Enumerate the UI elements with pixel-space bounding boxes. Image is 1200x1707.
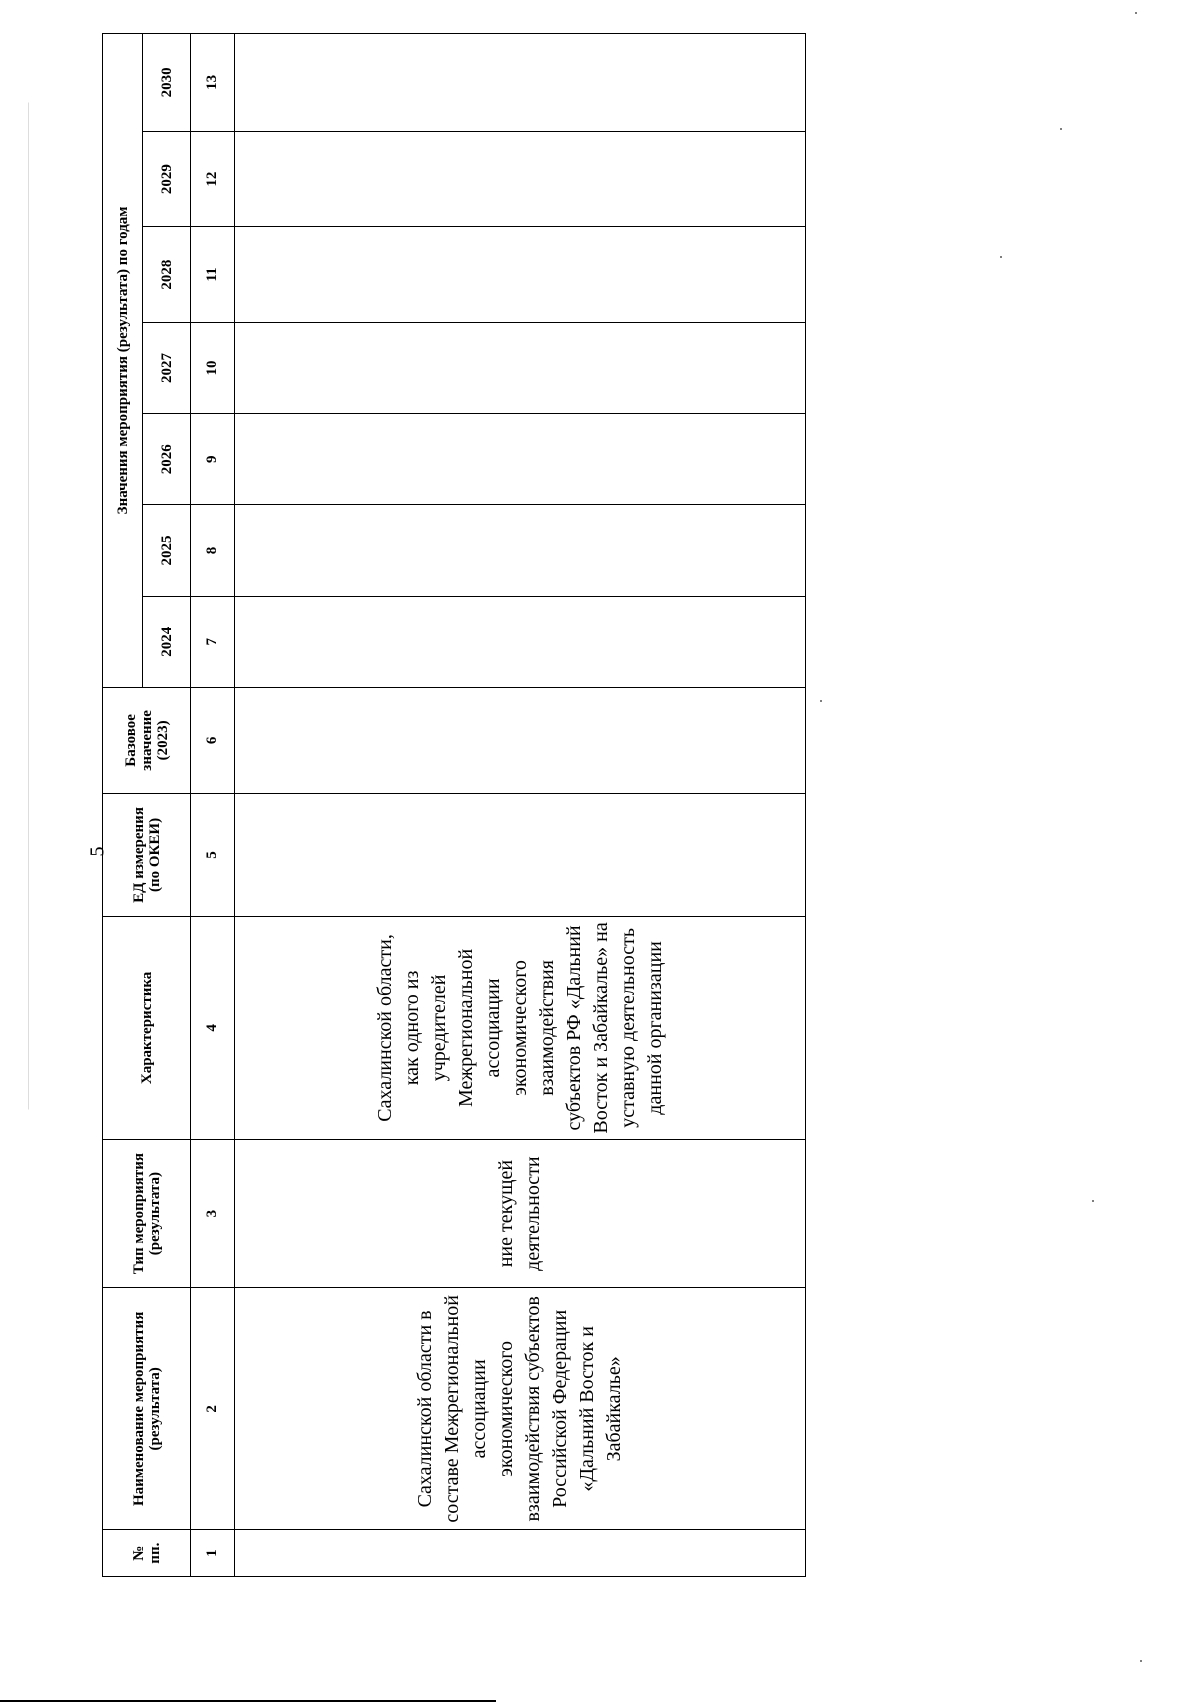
header-year: 2029 (143, 131, 191, 227)
cell-characteristic: Сахалинской области, как одного из учредителей Межрегиональной ассоциации экономического взаимодействия субъектов РФ «Дальний Восток и Забайкалье» на уставную деятельность данной организации (235, 917, 806, 1140)
scan-edge-shadow (28, 0, 29, 1707)
column-number: 13 (191, 34, 235, 132)
header-base-value: Базовое значение (2023) (103, 687, 191, 793)
header-type: Тип мероприятия (результата) (103, 1139, 191, 1288)
column-number: 11 (191, 227, 235, 323)
column-number: 3 (191, 1139, 235, 1288)
scan-speck (1060, 128, 1062, 130)
header-num: № пп. (103, 1530, 191, 1577)
cell-year-value (235, 505, 806, 596)
cell-base-value (235, 687, 806, 793)
column-number: 5 (191, 793, 235, 916)
cell-num (235, 1530, 806, 1577)
table-row (235, 34, 806, 1577)
scan-speck (820, 700, 822, 702)
scan-speck (1135, 12, 1137, 14)
cell-type: ние текущей деятельности (235, 1139, 806, 1288)
column-number: 9 (191, 414, 235, 505)
header-year: 2028 (143, 227, 191, 323)
header-name: Наименование мероприятия (результата) (103, 1288, 191, 1530)
cell-year-value (235, 414, 806, 505)
column-number: 2 (191, 1288, 235, 1530)
cell-year-value (235, 227, 806, 323)
column-number: 6 (191, 687, 235, 793)
column-number: 7 (191, 596, 235, 687)
column-number: 8 (191, 505, 235, 596)
cell-year-value (235, 596, 806, 687)
header-row-top (103, 34, 143, 1577)
header-year: 2026 (143, 414, 191, 505)
header-values-by-year: Значения мероприятия (результата) по годам (103, 34, 143, 688)
header-year: 2025 (143, 505, 191, 596)
scan-speck (1000, 256, 1002, 258)
header-characteristic: Характеристика (103, 917, 191, 1140)
rotated-table-container (102, 33, 806, 1577)
header-year: 2030 (143, 34, 191, 132)
column-number: 10 (191, 322, 235, 413)
cell-year-value (235, 131, 806, 227)
column-number: 4 (191, 917, 235, 1140)
scan-speck (1140, 1660, 1142, 1662)
header-year: 2024 (143, 596, 191, 687)
results-table (102, 33, 806, 1577)
column-number: 12 (191, 131, 235, 227)
page-number: 5 (86, 846, 109, 857)
column-number: 1 (191, 1530, 235, 1577)
scan-speck (1092, 1200, 1094, 1202)
cell-year-value (235, 34, 806, 132)
footer-rule (0, 1700, 496, 1702)
header-year: 2027 (143, 322, 191, 413)
cell-unit (235, 793, 806, 916)
cell-year-value (235, 322, 806, 413)
column-number-row (191, 34, 235, 1577)
header-unit: ЕД измерения (по ОКЕИ) (103, 793, 191, 916)
cell-name: Сахалинской области в составе Межрегиональной ассоциации экономического взаимодействия субъектов Российской Федерации «Дальний Восток и Забайкалье» (235, 1288, 806, 1530)
